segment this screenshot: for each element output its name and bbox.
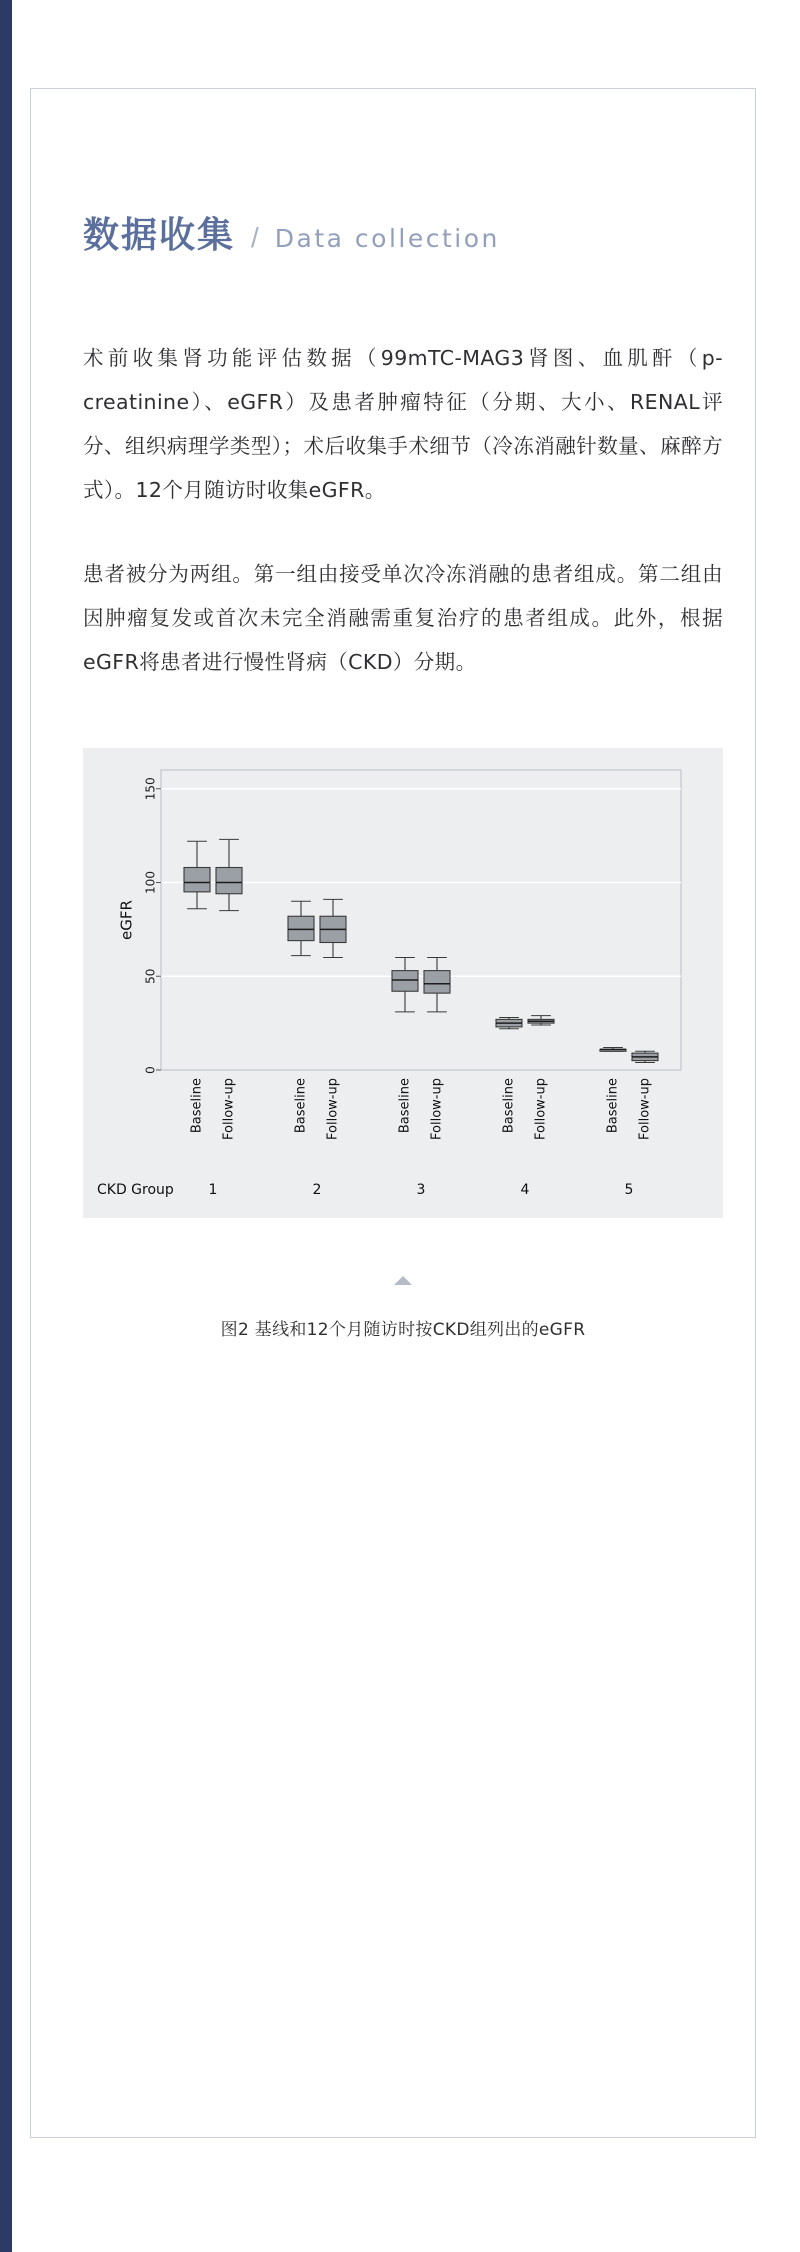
y-tick-label: 100 <box>143 871 158 895</box>
box <box>288 917 314 941</box>
plot-frame <box>161 770 681 1070</box>
x-tick-label: Follow-up <box>429 1078 445 1141</box>
left-accent-rail <box>0 0 12 2252</box>
content-card <box>30 88 756 2138</box>
x-tick-label: Baseline <box>605 1078 621 1134</box>
section-heading-en: Data collection <box>274 224 500 253</box>
group-label: 5 <box>624 1182 634 1199</box>
section-heading <box>83 207 723 258</box>
x-tick-label: Follow-up <box>533 1078 549 1141</box>
card-inner <box>83 207 723 1340</box>
x-tick-label: Baseline <box>189 1078 205 1134</box>
x-axis-title: CKD Group <box>97 1182 174 1199</box>
heading-separator: / <box>251 222 259 253</box>
y-tick-label: 0 <box>143 1066 158 1075</box>
group-label: 2 <box>312 1182 322 1199</box>
scroll-up-triangle-icon[interactable] <box>394 1276 412 1285</box>
y-axis-title: eGFR <box>117 900 136 941</box>
x-tick-label: Follow-up <box>637 1078 653 1141</box>
paragraph-2: 患者被分为两组。第一组由接受单次冷冻消融的患者组成。第二组由因肿瘤复发或首次未完全消融需重复治疗的患者组成。此外，根据eGFR将患者进行慢性肾病（CKD）分期。 <box>83 562 723 675</box>
y-tick-label: 50 <box>143 969 158 985</box>
x-tick-label: Baseline <box>293 1078 309 1134</box>
paragraph-1: 术前收集肾功能评估数据（99mTC-MAG3肾图、血肌酐（p-creatinine）、eGFR）及患者肿瘤特征（分期、大小、RENAL评分、组织病理学类型）；术后收集手术细节（冷冻消融针数量、麻醉方式）。12个月随访时收集eGFR。 <box>83 346 723 503</box>
group-label: 3 <box>416 1182 426 1199</box>
group-label: 1 <box>208 1182 218 1199</box>
y-tick-label: 150 <box>143 777 158 801</box>
box-plot-item <box>632 1052 658 1063</box>
box-plot-item <box>496 1018 522 1029</box>
box <box>392 971 418 992</box>
section-heading-cn: 数据收集 <box>83 215 236 256</box>
chart-svg <box>83 748 723 1218</box>
x-tick-label: Baseline <box>501 1078 517 1134</box>
x-tick-label: Baseline <box>397 1078 413 1134</box>
box <box>184 868 210 892</box>
x-tick-label: Follow-up <box>325 1078 341 1141</box>
figure-container <box>83 748 723 1340</box>
box <box>216 868 242 894</box>
egfr-boxplot-chart <box>83 748 723 1218</box>
x-tick-label: Follow-up <box>221 1078 237 1141</box>
group-label: 4 <box>520 1182 530 1199</box>
figure-caption: 图2 基线和12个月随访时按CKD组列出的eGFR <box>220 1320 586 1341</box>
box <box>424 971 450 994</box>
